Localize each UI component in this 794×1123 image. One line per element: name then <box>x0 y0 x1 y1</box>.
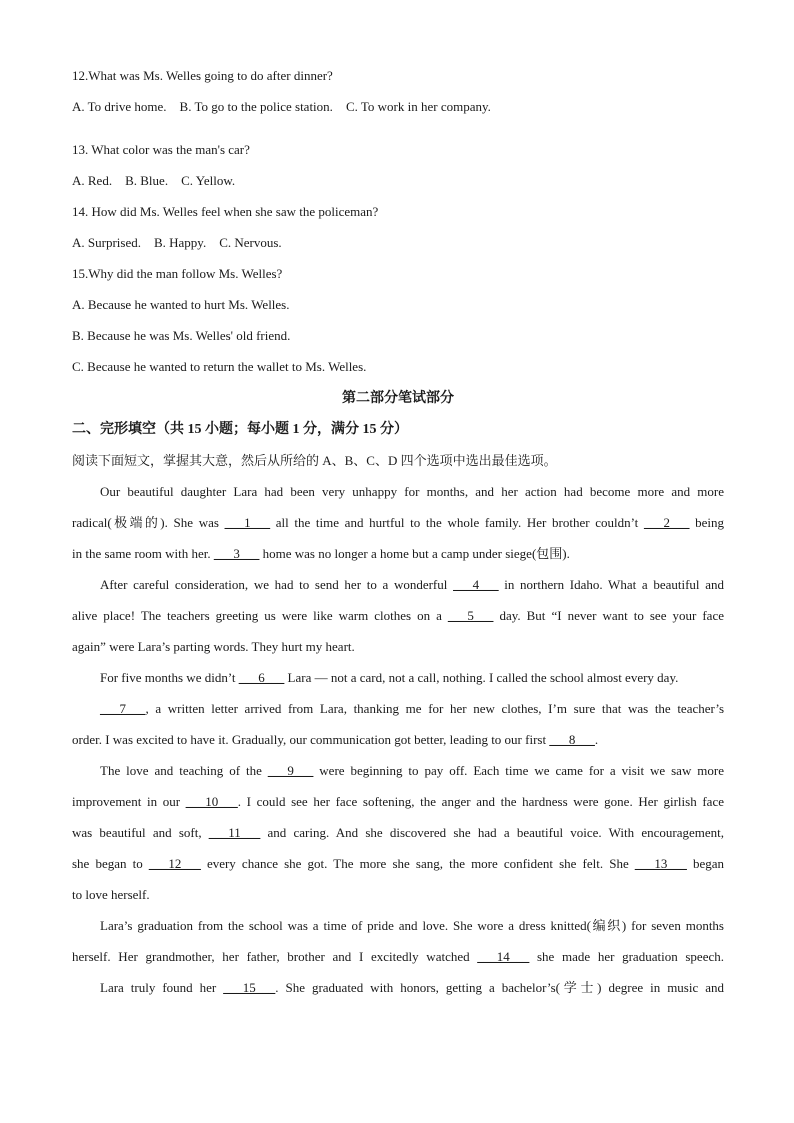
passage-line <box>72 794 724 810</box>
passage-text: After careful consideration, we had to send her to a wonderful <box>100 577 454 592</box>
passage-text: The love and teaching of the <box>100 763 268 778</box>
passage-text: was beautiful and soft, <box>72 825 209 840</box>
passage-line <box>100 701 724 717</box>
option-a: A. Red. <box>72 173 113 188</box>
cloze-blank: ___15___ <box>223 980 276 995</box>
passage-text: . She graduated with honors, getting a bachelor’s(学士) degree in music and <box>275 980 725 995</box>
passage-text: home was no longer a home but a camp under siege(包围). <box>259 546 570 561</box>
question-12-stem: 12.What was Ms. Welles going to do after dinner? <box>72 68 333 83</box>
passage-text: began <box>686 856 724 871</box>
passage-text: were beginning to pay off. Each time we came for a visit we saw more <box>313 763 724 778</box>
passage-text: radical(极端的). She was <box>72 515 225 530</box>
cloze-blank: ___12___ <box>148 856 201 871</box>
instructions: 阅读下面短文，掌握其大意，然后从所给的 A、B、C、D 四个选项中选出最佳选项。 <box>72 453 557 468</box>
passage-text: For five months we didn’t <box>100 670 239 685</box>
passage-text: all the time and hurtful to the whole family. Her brother couldn’t <box>270 515 644 530</box>
passage-text: again” were Lara’s parting words. They hurt my heart. <box>72 639 355 654</box>
cloze-blank: ___11___ <box>208 825 261 840</box>
passage-line <box>72 515 724 531</box>
passage-line <box>72 608 724 624</box>
cloze-blank: ___7___ <box>100 701 146 716</box>
passage-text: to love herself. <box>72 887 150 902</box>
question-15-option-b: B. Because he was Ms. Welles' old friend. <box>72 328 291 343</box>
section-title: 第二部分笔试部分 <box>342 391 454 406</box>
passage-text: . <box>594 732 599 747</box>
cloze-blank: ___14___ <box>477 949 530 964</box>
question-14-stem: 14. How did Ms. Welles feel when she saw the policeman? <box>72 204 379 219</box>
option-b: B. Blue. <box>125 173 169 188</box>
passage-line <box>72 825 724 841</box>
question-13-stem: 13. What color was the man's car? <box>72 142 250 157</box>
cloze-blank: ___8___ <box>549 732 595 747</box>
cloze-blank: ___4___ <box>453 577 499 592</box>
passage-line <box>72 887 724 903</box>
part-title: 二、完形填空（共 15 小题；每小题 1 分，满分 15 分） <box>72 422 408 437</box>
question-15-stem: 15.Why did the man follow Ms. Welles? <box>72 266 283 281</box>
passage-text: in northern Idaho. What a beautiful and <box>498 577 724 592</box>
option-b: B. To go to the police station. <box>179 99 333 114</box>
passage-text: in the same room with her. <box>72 546 214 561</box>
cloze-blank: ___2___ <box>643 515 690 530</box>
passage-line <box>72 949 724 965</box>
passage-text: being <box>689 515 724 530</box>
passage-text: Lara — not a card, not a call, nothing. I called the school almost every day. <box>284 670 679 685</box>
passage-text: Lara truly found her <box>100 980 224 995</box>
passage-text: alive place! The teachers greeting us were like warm clothes on a <box>72 608 448 623</box>
passage-text: , a written letter arrived from Lara, thanking me for her new clothes, I’m sure that was the teacher’s <box>145 701 724 716</box>
option-c: C. Yellow. <box>181 173 236 188</box>
question-15-option-c: C. Because he wanted to return the wallet to Ms. Welles. <box>72 359 367 374</box>
option-a: A. Surprised. <box>72 235 141 250</box>
passage-text: . I could see her face softening, the anger and the hardness were gone. Her girlish face <box>237 794 724 809</box>
passage-text: Our beautiful daughter Lara had been very unhappy for months, and her action had become more and more <box>100 484 724 499</box>
passage-text: order. I was excited to have it. Gradually, our communication got better, leading to our first <box>72 732 550 747</box>
passage-line <box>100 484 724 500</box>
passage-line <box>100 577 724 593</box>
question-12-options <box>72 99 724 115</box>
passage-line <box>72 732 724 748</box>
passage-text: improvement in our <box>72 794 186 809</box>
question-15-option-a: A. Because he wanted to hurt Ms. Welles. <box>72 297 290 312</box>
option-a: A. To drive home. <box>72 99 167 114</box>
cloze-blank: ___5___ <box>447 608 494 623</box>
cloze-blank: ___10___ <box>185 794 238 809</box>
cloze-blank: ___6___ <box>238 670 285 685</box>
cloze-blank: ___3___ <box>213 546 260 561</box>
passage-text: Lara’s graduation from the school was a time of pride and love. She wore a dress knitted(编织) for seven months <box>100 918 724 933</box>
passage-line <box>72 546 724 562</box>
question-13-options <box>72 173 724 189</box>
option-c: C. Nervous. <box>219 235 282 250</box>
option-b: B. Happy. <box>153 235 207 250</box>
passage-text: every chance she got. The more she sang, the more confident she felt. She <box>200 856 635 871</box>
passage-text: she made her graduation speech. <box>529 949 724 964</box>
passage-line <box>72 856 724 872</box>
option-c: C. To work in her company. <box>345 99 491 114</box>
passage-text: and caring. And she discovered she had a beautiful voice. With encouragement, <box>260 825 724 840</box>
cloze-blank: ___9___ <box>267 763 314 778</box>
cloze-blank: ___13___ <box>634 856 687 871</box>
passage-line <box>72 639 724 655</box>
passage-text: she began to <box>72 856 149 871</box>
cloze-blank: ___1___ <box>224 515 271 530</box>
passage-line <box>100 670 724 686</box>
passage-line <box>100 763 724 779</box>
passage-text: herself. Her grandmother, her father, brother and I excitedly watched <box>72 949 478 964</box>
question-14-options <box>72 235 724 251</box>
passage-line <box>100 980 724 996</box>
passage-line <box>100 918 724 934</box>
passage-text: day. But “I never want to see your face <box>493 608 724 623</box>
